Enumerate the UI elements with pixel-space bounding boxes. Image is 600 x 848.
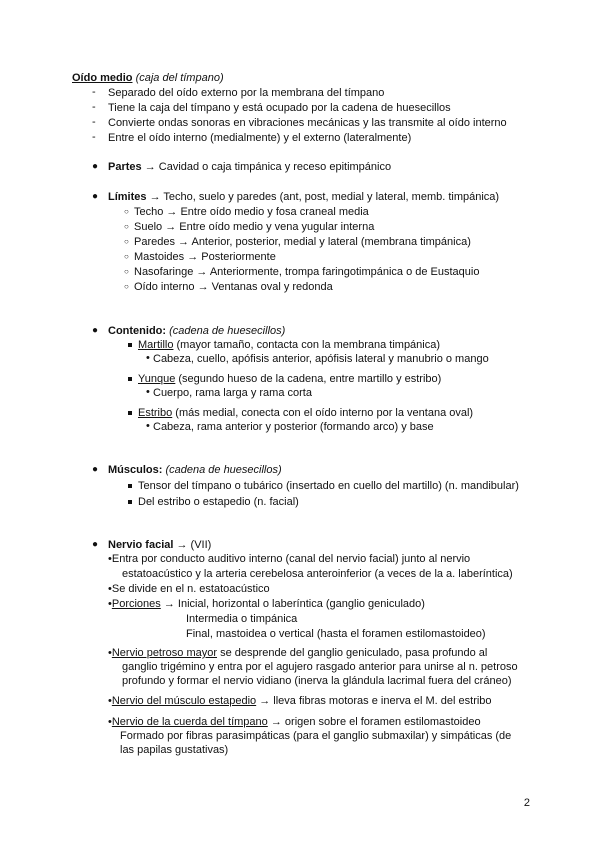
petroso-2: ganglio trigémino y entra por el agujero rasgado anterior para unirse al n. petroso: [122, 661, 518, 673]
limites-item: Mastoides → Posteriormente: [134, 251, 276, 263]
bone-sub: Cuerpo, rama larga y rama corta: [153, 387, 312, 399]
dot-bullet-icon: •: [146, 352, 150, 364]
page-title: [72, 71, 224, 85]
circle-bullet-icon: ○: [124, 267, 129, 276]
petroso-label: Nervio petroso mayor: [111, 647, 218, 659]
intro-item: Separado del oído externo por la membrana del tímpano: [108, 87, 385, 99]
bone-name: Estribo: [138, 407, 173, 419]
bone-name: Martillo: [138, 339, 174, 351]
intro-item: Tiene la caja del tímpano y está ocupado por la cadena de huesecillos: [108, 102, 451, 114]
title-subtitle: (caja del tímpano): [135, 72, 224, 84]
intro-item: Convierte ondas sonoras en vibraciones mecánicas y las transmite al oído interno: [108, 117, 507, 129]
bone-desc: (segundo hueso de la cadena, entre martillo y estribo): [175, 373, 442, 385]
nervio-divide-text: Se divide en el n. estatoacústico: [111, 583, 270, 595]
limites-line: [108, 190, 499, 204]
porciones-2: Intermedia o timpánica: [186, 613, 298, 625]
limites-item: Oído interno → Ventanas oval y redonda: [134, 281, 333, 293]
cuerda-2: Formado por fibras parasimpáticas (para el ganglio submaxilar) y simpáticas (de: [120, 730, 512, 742]
bone-desc: (más medial, conecta con el oído interno por la ventana oval): [172, 407, 474, 419]
limites-label: Límites: [108, 191, 147, 203]
dash-marker: -: [92, 131, 96, 143]
nervio-suffix: → (VII): [173, 539, 212, 551]
nervio-line: [108, 538, 211, 552]
cuerda-3: las papilas gustativas): [120, 744, 229, 756]
contenido-label: Contenido:: [108, 325, 167, 337]
musculos-item: Del estribo o estapedio (n. facial): [138, 496, 299, 508]
partes-line: [108, 160, 391, 174]
circle-bullet-icon: ○: [124, 207, 129, 216]
square-bullet-icon: [128, 500, 132, 504]
dash-marker: -: [92, 116, 96, 128]
nervio-estapedio: •Nervio del músculo estapedio → lleva fibras motoras e inerva el M. del estribo: [108, 695, 492, 707]
musculos-note: (cadena de huesecillos): [165, 464, 282, 476]
estapedio-text: → lleva fibras motoras e inerva el M. del estribo: [256, 695, 492, 707]
square-bullet-icon: [128, 377, 132, 381]
bone-sub: Cabeza, rama anterior y posterior (formando arco) y base: [153, 421, 434, 433]
contenido-line: [108, 324, 285, 338]
bone-sub: Cabeza, cuello, apófisis anterior, apófisis lateral y manubrio o mango: [153, 353, 489, 365]
limites-item: Nasofaringe → Anteriormente, trompa faringotimpánica o de Eustaquio: [134, 266, 480, 278]
nervio-porciones: •Porciones → Inicial, horizontal o laberíntica (ganglio geniculado): [108, 598, 425, 610]
limites-text: → Techo, suelo y paredes (ant, post, medial y lateral, memb. timpánica): [146, 191, 500, 203]
square-bullet-icon: [128, 343, 132, 347]
nervio-entra-2: estatoacústico y la arteria cerebelosa anteroinferior (a veces de la a. laberíntica): [122, 568, 513, 580]
square-bullet-icon: [128, 411, 132, 415]
circle-bullet-icon: ○: [124, 252, 129, 261]
title-heading: Oído medio: [72, 72, 133, 84]
musculos-item: Tensor del tímpano o tubárico (insertado en cuello del martillo) (n. mandibular): [138, 480, 519, 492]
bullet-icon: ●: [92, 464, 99, 475]
bullet-icon: ●: [92, 191, 99, 202]
estapedio-label: Nervio del músculo estapedio: [111, 695, 257, 707]
limites-item: Paredes → Anterior, posterior, medial y lateral (membrana timpánica): [134, 236, 471, 248]
partes-label: Partes: [108, 161, 142, 173]
square-bullet-icon: [128, 484, 132, 488]
bullet-icon: ●: [92, 325, 99, 336]
nervio-cuerda: •Nervio de la cuerda del tímpano → origen sobre el foramen estilomastoideo: [108, 716, 481, 728]
dot-bullet-icon: •: [146, 386, 150, 398]
bone-line: [138, 338, 440, 352]
bone-name: Yunque: [138, 373, 176, 385]
bone-line: [138, 406, 473, 420]
musculos-line: [108, 463, 282, 477]
bone-line: [138, 372, 441, 386]
nervio-entra: •Entra por conducto auditivo interno (canal del nervio facial) junto al nervio: [108, 553, 471, 565]
nervio-entra-1: Entra por conducto auditivo interno (canal del nervio facial) junto al nervio: [111, 553, 471, 565]
cuerda-1: → origen sobre el foramen estilomastoideo: [267, 716, 481, 728]
cuerda-label: Nervio de la cuerda del tímpano: [111, 716, 268, 728]
nervio-label: Nervio facial: [108, 539, 174, 551]
dot-bullet-icon: •: [146, 420, 150, 432]
nervio-divide: •Se divide en el n. estatoacústico: [108, 583, 270, 595]
porciones-label: Porciones: [111, 598, 161, 610]
nervio-petroso: •Nervio petroso mayor se desprende del ganglio geniculado, pasa profundo al: [108, 647, 488, 659]
bone-desc: (mayor tamaño, contacta con la membrana timpánica): [173, 339, 441, 351]
circle-bullet-icon: ○: [124, 222, 129, 231]
bullet-icon: ●: [92, 161, 99, 172]
limites-item: Suelo → Entre oído medio y vena yugular interna: [134, 221, 375, 233]
limites-item: Techo → Entre oído medio y fosa craneal media: [134, 206, 369, 218]
partes-text: → Cavidad o caja timpánica y receso epitimpánico: [141, 161, 392, 173]
musculos-label: Músculos:: [108, 464, 163, 476]
petroso-3: profundo y formar el nervio vidiano (inerva la glándula lacrimal fuera del cráneo): [122, 675, 512, 687]
porciones-3: Final, mastoidea o vertical (hasta el foramen estilomastoideo): [186, 628, 486, 640]
dash-marker: -: [92, 101, 96, 113]
page-number: 2: [523, 797, 530, 809]
dash-marker: -: [92, 86, 96, 98]
circle-bullet-icon: ○: [124, 237, 129, 246]
bullet-icon: ●: [92, 539, 99, 550]
intro-item: Entre el oído interno (medialmente) y el externo (lateralmente): [108, 132, 412, 144]
circle-bullet-icon: ○: [124, 282, 129, 291]
contenido-note: (cadena de huesecillos): [169, 325, 286, 337]
porciones-1: → Inicial, horizontal o laberíntica (ganglio geniculado): [160, 598, 425, 610]
petroso-1: se desprende del ganglio geniculado, pasa profundo al: [217, 647, 488, 659]
